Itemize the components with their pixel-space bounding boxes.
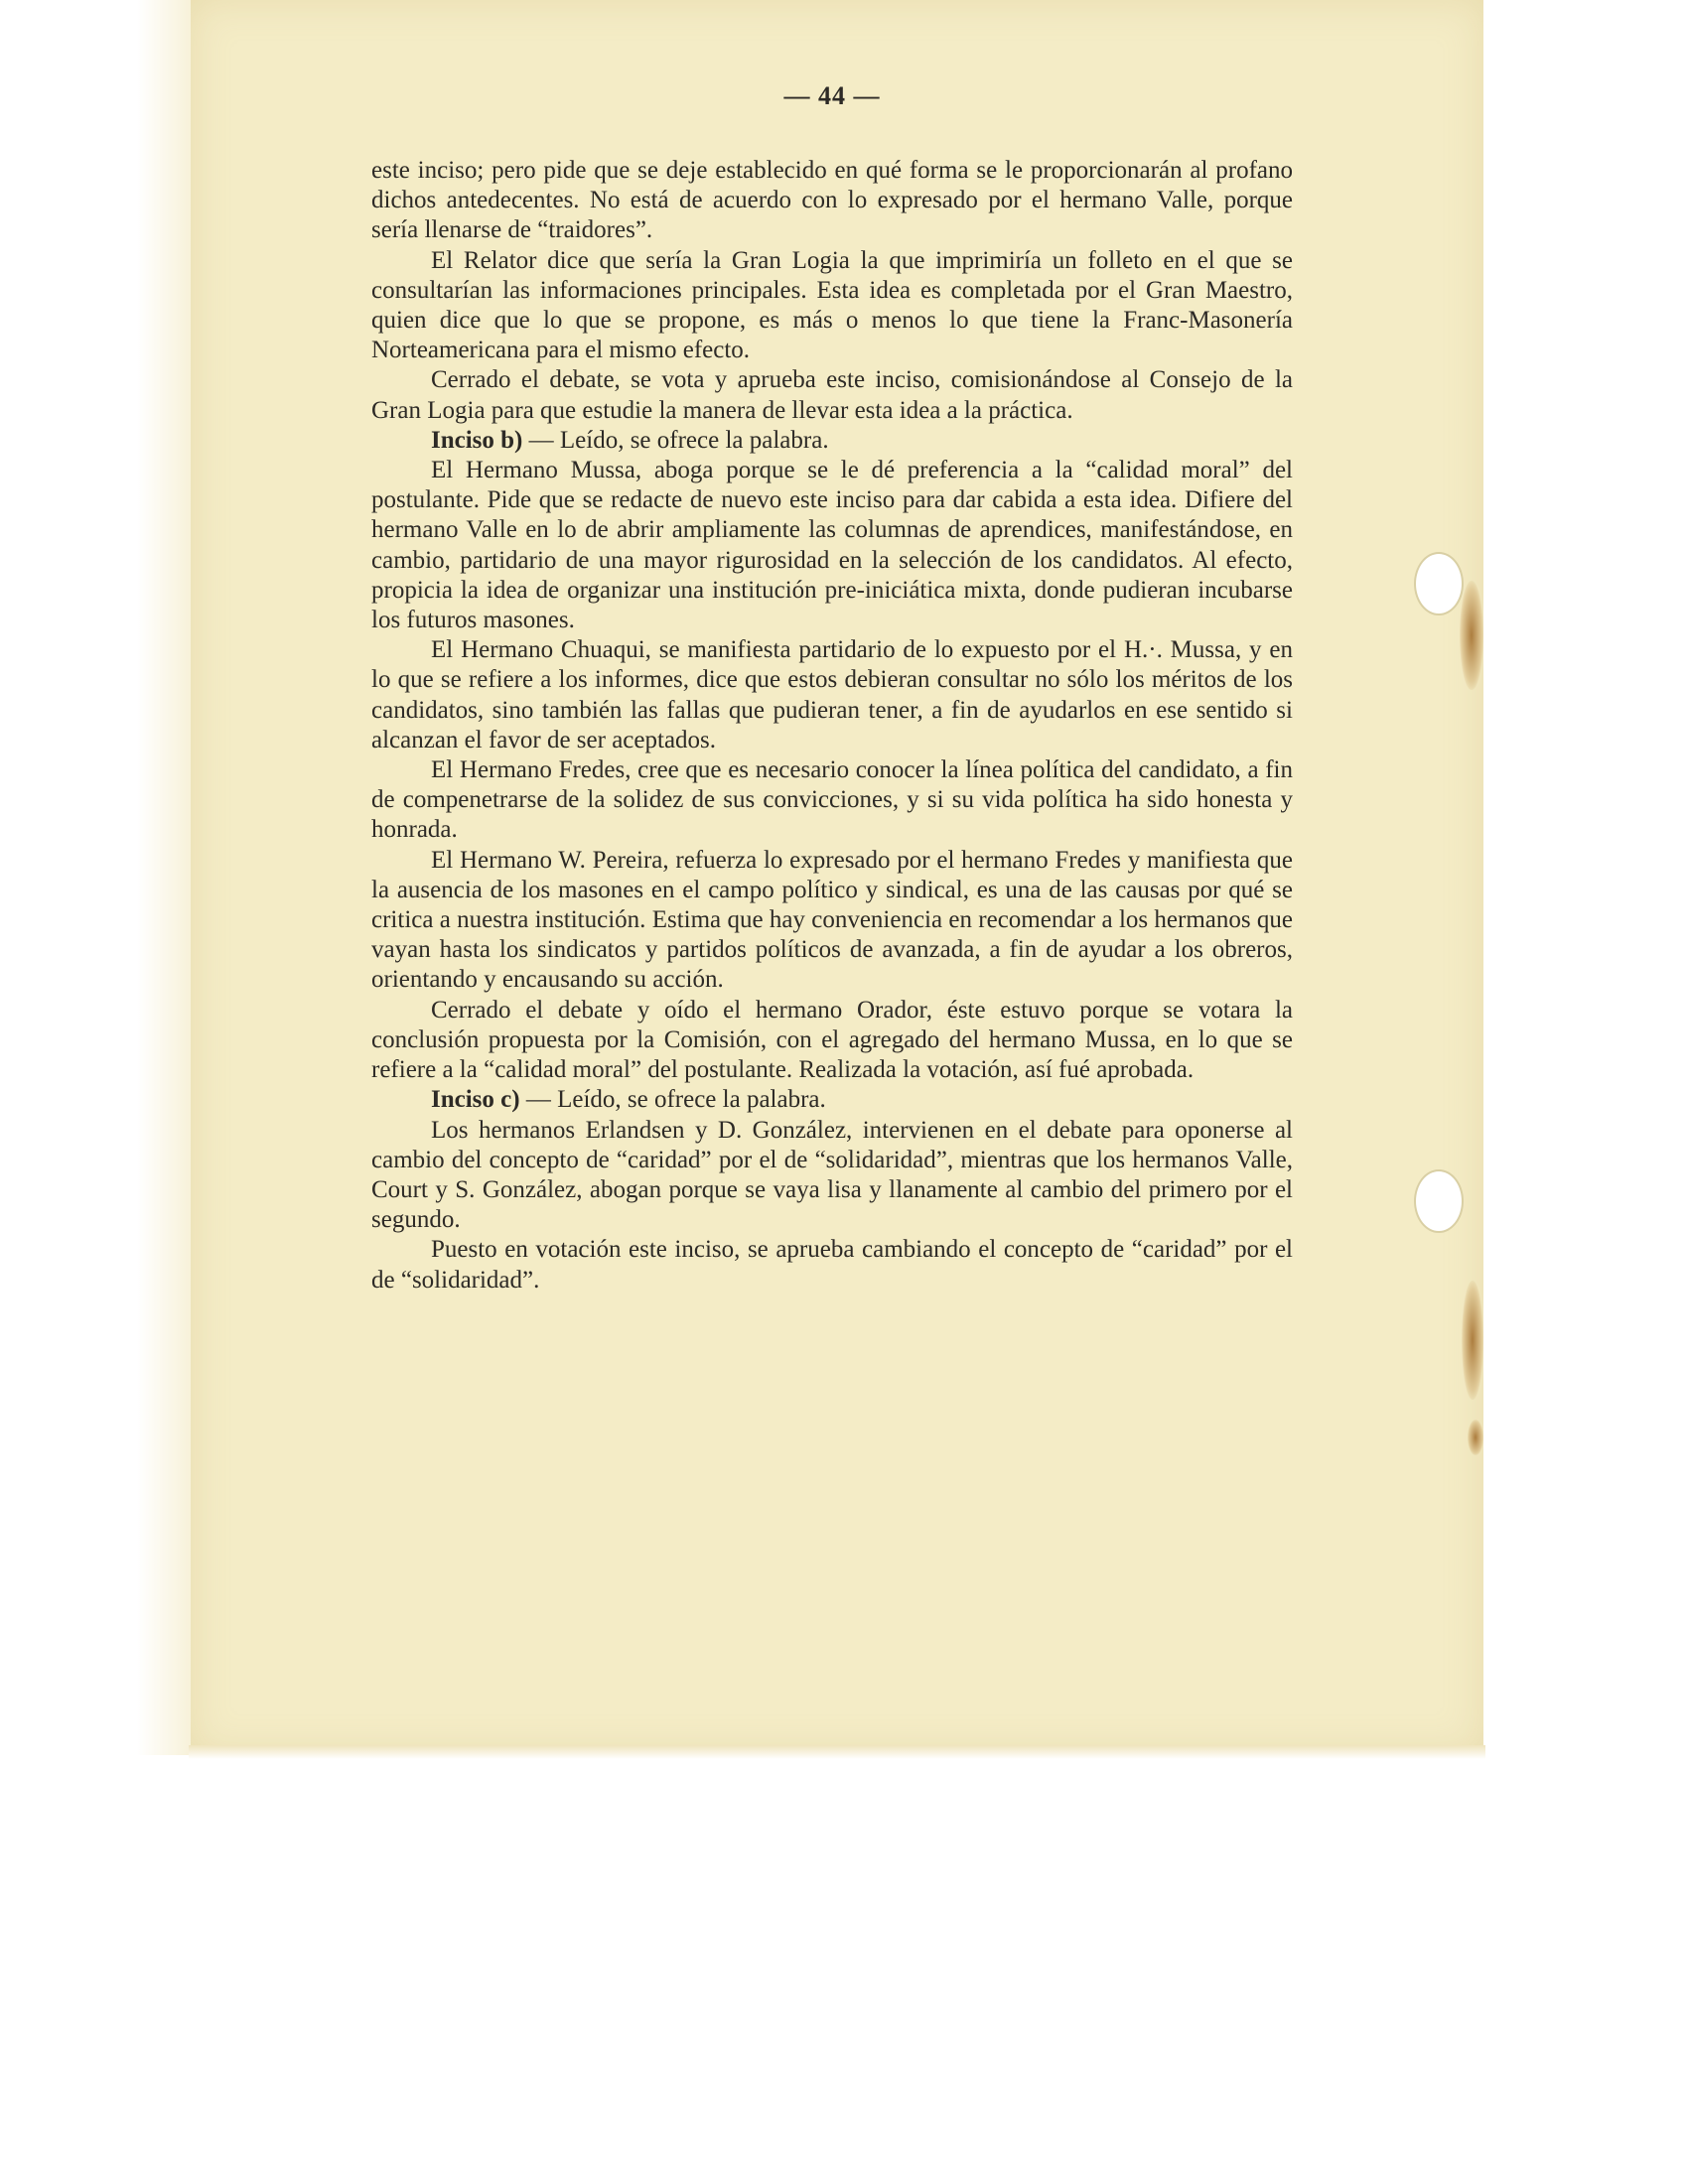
paragraph: [371, 426, 1293, 456]
paragraph: [371, 1085, 1293, 1115]
paragraph-text: — Leído, se ofrece la palabra.: [519, 1086, 826, 1114]
paragraph: [371, 846, 1293, 996]
paragraph-text: Puesto en votación este inciso, se aprueba cambiando el concepto de “caridad” por el de “solidaridad”.: [371, 1236, 1293, 1294]
punch-hole-top: [1414, 552, 1464, 615]
paragraph-text: El Hermano Mussa, aboga porque se le dé preferencia a la “calidad moral” del postulante. Pide que se redacte de nuevo este inciso para dar cabida a esta idea. Difiere del hermano Valle en lo de abrir ampliamente las columnas de aprendices, manifestándose, en cambio, partidario de una mayor rigurosidad en la selección de los candidatos. Al efecto, propicia la idea de organizar una institución pre-iniciática mixta, donde pudieran incubarse los futuros masones.: [371, 457, 1293, 634]
paragraph-text: — Leído, se ofrece la palabra.: [522, 426, 829, 454]
paragraph-text: El Hermano Fredes, cree que es necesario conocer la línea política del candidato, a fin de compenetrarse de la solidez de sus convicciones, y si su vida política ha sido honesta y honrada.: [371, 756, 1293, 844]
paragraph: [371, 996, 1293, 1086]
rust-stain: [1462, 1281, 1483, 1400]
inciso-heading: Inciso c): [431, 1086, 520, 1114]
paragraph-text: Cerrado el debate y oído el hermano Orador, éste estuvo porque se votara la conclusión propuesta por la Comisión, con el agregado del hermano Mussa, en lo que se refiere a la “calidad moral” del postulante. Realizada la votación, así fué aprobada.: [371, 996, 1293, 1084]
paragraph: [371, 1235, 1293, 1295]
punch-hole-bottom: [1414, 1169, 1464, 1233]
body-text: [371, 156, 1293, 1296]
page-number: — 44 —: [783, 81, 881, 110]
paper-edge: [137, 0, 193, 1755]
paragraph: [371, 456, 1293, 635]
paragraph: [371, 156, 1293, 246]
paragraph-text: El Relator dice que sería la Gran Logia la que imprimiría un folleto en el que se consultarían las informaciones principales. Esta idea es completada por el Gran Maestro, quien dice que lo que se propone, es más o menos lo que tiene la Franc-Masonería Norteamericana para el mismo efecto.: [371, 246, 1293, 364]
paper-bottom-edge: [189, 1745, 1485, 1759]
rust-stain: [1460, 581, 1483, 690]
paragraph-text: El Hermano Chuaqui, se manifiesta partidario de lo expuesto por el H.·. Mussa, y en lo que se refiere a los informes, dice que estos debieran consultar no sólo los méritos de los candidatos, sino también las fallas que pudieran tener, a fin de ayudarlos en ese sentido si alcanzan el favor de ser aceptados.: [371, 636, 1293, 753]
paragraph-text: Cerrado el debate, se vota y aprueba este inciso, comisionándose al Consejo de la Gran Logia para que estudie la manera de llevar esta idea a la práctica.: [371, 366, 1293, 424]
paragraph: [371, 635, 1293, 755]
paragraph: [371, 1116, 1293, 1236]
paragraph-text: Los hermanos Erlandsen y D. González, intervienen en el debate para oponerse al cambio del concepto de “caridad” por el de “solidaridad”, mientras que los hermanos Valle, Court y S. González, abogan porque se vaya lisa y llanamente al cambio del primero por el segundo.: [371, 1116, 1293, 1234]
paragraph-text: El Hermano W. Pereira, refuerza lo expresado por el hermano Fredes y manifiesta que la ausencia de los masones en el campo político y sindical, es una de las causas por qué se critica a nuestra institución. Estima que hay conveniencia en recomendar a los hermanos que vayan hasta los sindicatos y partidos políticos de avanzada, a fin de ayudar a los obreros, orientando y encausando su acción.: [371, 846, 1293, 994]
paragraph-text: este inciso; pero pide que se deje establecido en qué forma se le proporcionarán al profano dichos antedecentes. No está de acuerdo con lo expresado por el hermano Valle, porque sería llenarse de “traidores”.: [371, 157, 1293, 244]
inciso-heading: Inciso b): [431, 426, 523, 454]
paragraph: [371, 755, 1293, 846]
paragraph: [371, 246, 1293, 366]
rust-stain: [1468, 1420, 1483, 1455]
paragraph: [371, 365, 1293, 425]
